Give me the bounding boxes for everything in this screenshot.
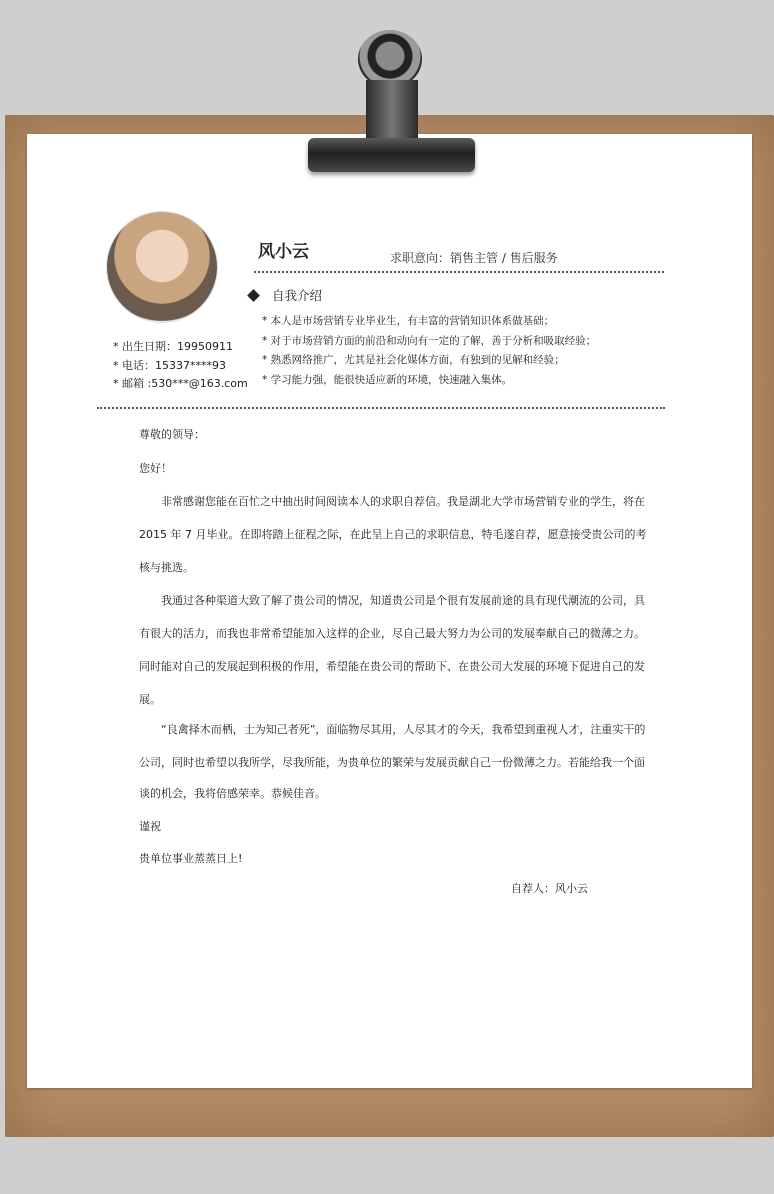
job-intent: 求职意向：销售主管 / 售后服务 xyxy=(390,251,558,265)
self-intro-item: * 对于市场营销方面的前沿和动向有一定的了解，善于分析和吸取经验； xyxy=(262,332,596,352)
letter-signature: 自荐人：风小云 xyxy=(511,882,588,895)
self-intro-item: * 本人是市场营销专业毕业生，有丰富的营销知识体系做基础； xyxy=(262,312,596,332)
contact-list xyxy=(113,338,248,394)
letter-greeting: 尊敬的领导： xyxy=(139,428,205,441)
birthdate: * 出生日期：19950911 xyxy=(113,338,248,357)
phone: * 电话：15337****93 xyxy=(113,357,248,376)
letter-line: 同时能对自己的发展起到积极的作用，希望能在贵公司的帮助下、在贵公司大发展的环境下促进自己的发 xyxy=(139,660,645,673)
letter-line: 非常感谢您能在百忙之中抽出时间阅读本人的求职自荐信。我是湖北大学市场营销专业的学生，将在 xyxy=(161,495,645,508)
dotted-divider-top xyxy=(254,271,664,273)
email: * 邮箱 :530***@163.com xyxy=(113,375,248,394)
letter-line: 有很大的活力，而我也非常希望能加入这样的企业，尽自己最大努力为公司的发展奉献自己的微薄之力。 xyxy=(139,627,645,640)
letter-line: 我通过各种渠道大致了解了贵公司的情况，知道贵公司是个很有发展前途的具有现代潮流的公司，具 xyxy=(161,594,645,607)
letter-line: 公司，同时也希望以我所学，尽我所能，为贵单位的繁荣与发展贡献自己一份微薄之力。若能给我一个面 xyxy=(139,756,645,769)
self-intro-list xyxy=(262,312,596,390)
letter-line: 2015 年 7 月毕业。在即将踏上征程之际，在此呈上自己的求职信息，特毛遂自荐，愿意接受贵公司的考 xyxy=(139,528,647,541)
self-intro-title: 自我介绍 xyxy=(272,288,323,303)
letter-closing: 谨祝 xyxy=(139,820,161,833)
self-intro-item: * 学习能力强，能很快适应新的环境，快速融入集体。 xyxy=(262,371,596,391)
binder-clip-neck xyxy=(366,80,418,140)
binder-clip xyxy=(308,138,475,172)
letter-hello: 您好！ xyxy=(139,462,172,475)
applicant-name: 风小云 xyxy=(258,242,309,262)
letter-closing-wish: 贵单位事业蒸蒸日上! xyxy=(139,852,243,865)
letter-line: “良禽择木而栖，士为知己者死”，面临物尽其用，人尽其才的今天，我希望到重视人才，注重实干的 xyxy=(161,723,646,736)
self-intro-item: * 熟悉网络推广，尤其是社会化媒体方面，有独到的见解和经验； xyxy=(262,351,596,371)
dotted-divider-bottom xyxy=(97,407,665,409)
letter-line: 核与挑选。 xyxy=(139,561,194,574)
letter-line: 谈的机会，我将倍感荣幸。恭候佳音。 xyxy=(139,787,326,800)
letter-line: 展。 xyxy=(139,693,161,706)
avatar xyxy=(107,212,217,322)
